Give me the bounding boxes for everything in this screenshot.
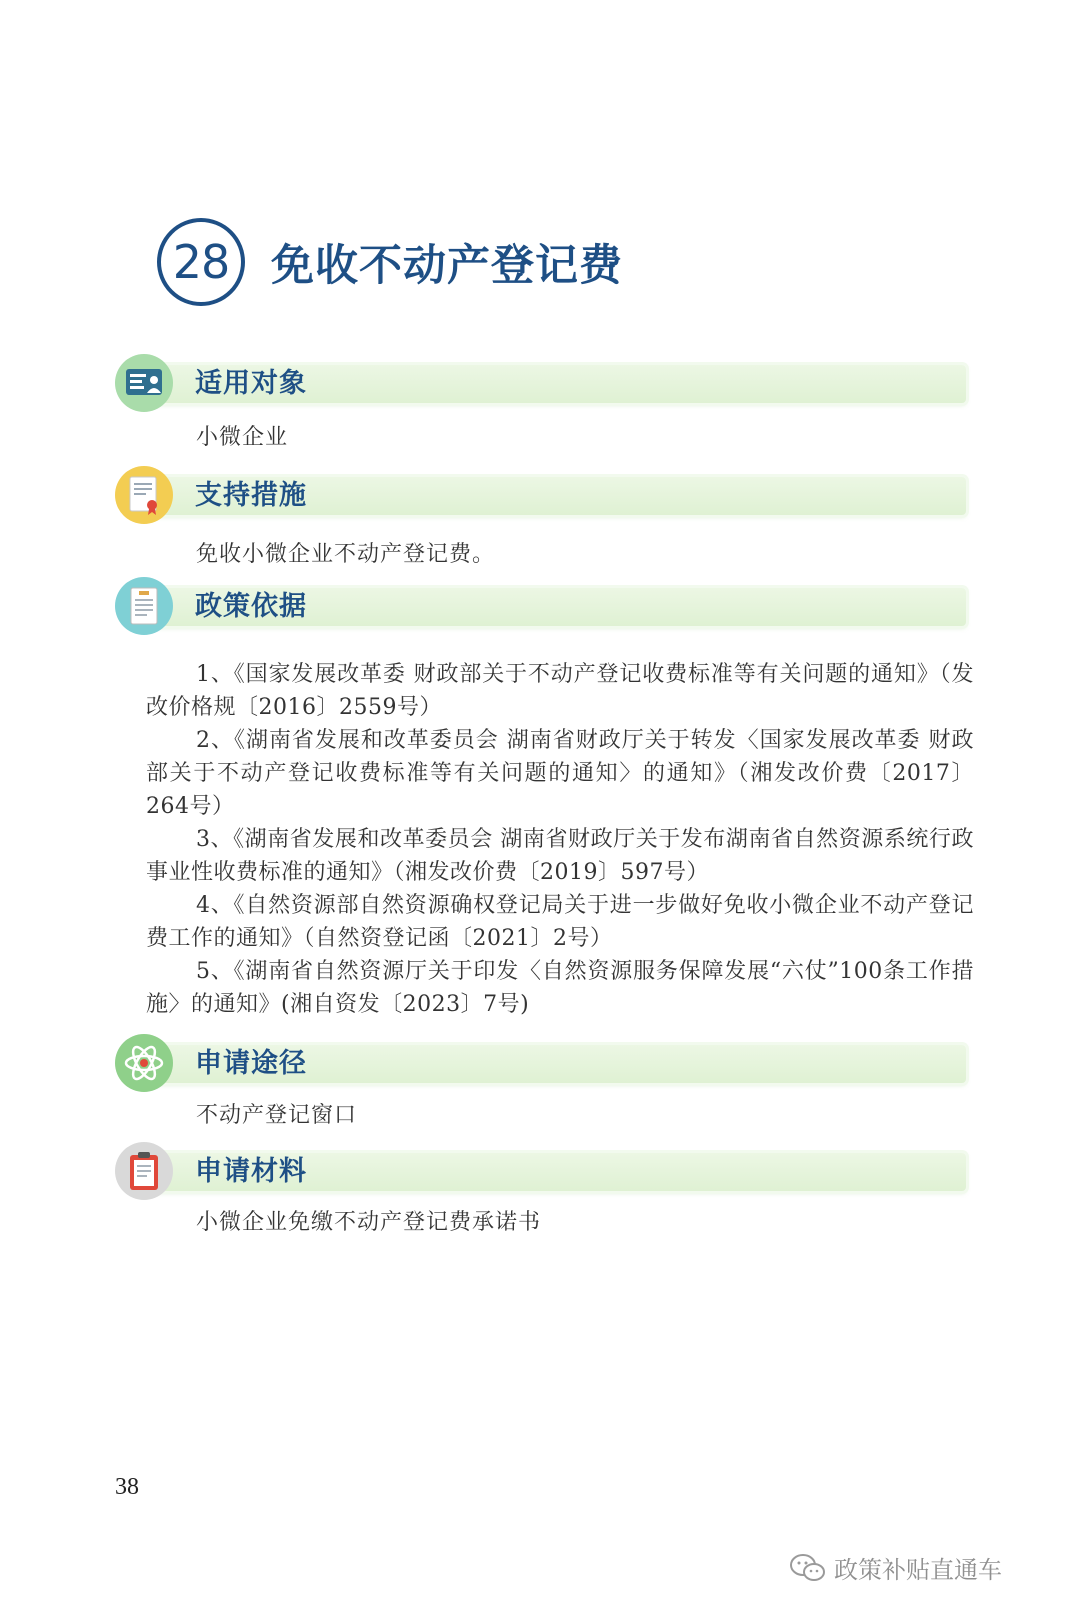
page-number: 38 [115,1474,139,1500]
watermark [790,1550,1002,1585]
clipboard-icon [115,1142,173,1200]
page-title-block [157,214,623,310]
list-item: 1、《国家发展改革委 财政部关于不动产登记收费标准等有关问题的通知》（发改价格规〔2016〕2559号） [146,662,974,720]
section-label: 申请途径 [195,1048,307,1079]
page-title: 免收不动产登记费 [271,240,623,291]
section-header-materials [115,1142,970,1200]
section-label: 政策依据 [195,591,307,622]
section-label: 适用对象 [195,368,307,399]
policy-basis-list [146,658,974,1021]
target-content: 小微企业 [196,425,289,450]
section-header-channel [115,1034,970,1092]
section-header-basis [115,577,970,635]
watermark-text: 政策补贴直通车 [834,1556,1002,1584]
section-label: 申请材料 [195,1156,307,1187]
certificate-icon [115,466,173,524]
document-icon [115,577,173,635]
materials-content: 小微企业免缴不动产登记费承诺书 [196,1210,542,1235]
channel-content: 不动产登记窗口 [196,1103,358,1128]
section-header-target [115,354,970,412]
measures-content: 免收小微企业不动产登记费。 [196,542,496,567]
list-item: 4、《自然资源部自然资源确权登记局关于进一步做好免收小微企业不动产登记费工作的通知》（自然资登记函〔2021〕2号） [146,893,974,951]
item-number-badge: 28 [157,218,245,306]
list-item: 5、《湖南省自然资源厅关于印发〈自然资源服务保障发展“六仗”100条工作措施〉的通知》(湘自资发〔2023〕7号) [146,959,974,1017]
section-header-measures [115,466,970,524]
list-item: 3、《湖南省发展和改革委员会 湖南省财政厅关于发布湖南省自然资源系统行政事业性收费标准的通知》（湘发改价费〔2019〕597号） [146,827,974,885]
list-item: 2、《湖南省发展和改革委员会 湖南省财政厅关于转发〈国家发展改革委 财政部关于不动产登记收费标准等有关问题的通知〉的通知》（湘发改价费〔2017〕264号） [146,728,974,819]
section-label: 支持措施 [195,480,307,511]
atom-icon [115,1034,173,1092]
wechat-icon [790,1553,826,1583]
id-card-icon [115,354,173,412]
